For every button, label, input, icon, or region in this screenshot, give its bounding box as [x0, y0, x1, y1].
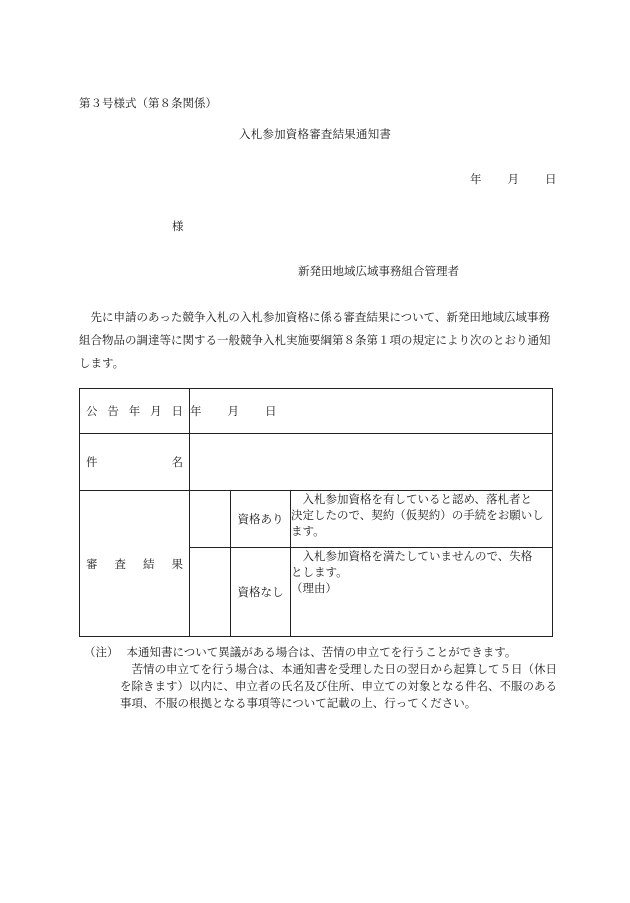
notes-section — [84, 644, 557, 712]
body-paragraph — [79, 306, 553, 375]
announce-date-label: 公 告 年 月 日 — [80, 389, 190, 434]
body-line: 組合物品の調達等に関する一般競争入札実施要綱第８条第１項の規定により次のとおり通知 — [79, 333, 551, 347]
unqualified-label: 資格なし — [231, 548, 291, 637]
result-table — [79, 388, 553, 637]
qualified-label: 資格あり — [231, 491, 291, 548]
note-prefix: （注） — [84, 645, 119, 659]
document-title: 入札参加資格審査結果通知書 — [239, 127, 392, 141]
review-result-label: 審 査 結 果 — [80, 491, 190, 637]
note-line: （注） 本通知書について異議がある場合は、苦情の申立てを行うことができます。 — [84, 645, 517, 659]
qualified-text: 入札参加資格を有していると認め、落札者と 決定したので、契約（仮契約）の手続をお願いし ます。 — [291, 491, 553, 548]
note-line: 事項、不服の根拠となる事項等について記載の上、行ってください。 — [120, 696, 477, 710]
addressee-suffix: 様 — [172, 219, 184, 233]
qualified-check-cell[interactable] — [190, 491, 231, 548]
date-year: 年 — [470, 172, 482, 186]
case-name-label: 件 名 — [80, 434, 190, 491]
note-line: 苦情の申立てを行う場合は、本通知書を受理した日の翌日から起算して５日（休日 — [120, 662, 557, 676]
unqualified-check-cell[interactable] — [190, 548, 231, 637]
announce-date-value[interactable]: 年 月 日 — [190, 389, 553, 434]
date-day: 日 — [545, 172, 557, 186]
unqualified-text: 入札参加資格を満たしていませんので、失格 とします。 （理由） — [291, 548, 553, 637]
issue-date — [470, 171, 557, 187]
case-name-value[interactable] — [190, 434, 553, 491]
note-line: を除きます）以内に、申立者の氏名及び住所、申立ての対象となる件名、不服のある — [120, 679, 557, 693]
table-row — [80, 491, 553, 548]
body-line: します。 — [79, 356, 125, 370]
table-row — [80, 434, 553, 491]
issuer-name: 新発田地域広域事務組合管理者 — [298, 264, 459, 278]
body-line: 先に申請のあった競争入札の入札参加資格に係る審査結果について、新発田地域広域事務 — [79, 310, 550, 324]
table-row — [80, 389, 553, 434]
form-number: 第３号様式（第８条関係） — [79, 96, 217, 110]
date-month: 月 — [507, 172, 519, 186]
